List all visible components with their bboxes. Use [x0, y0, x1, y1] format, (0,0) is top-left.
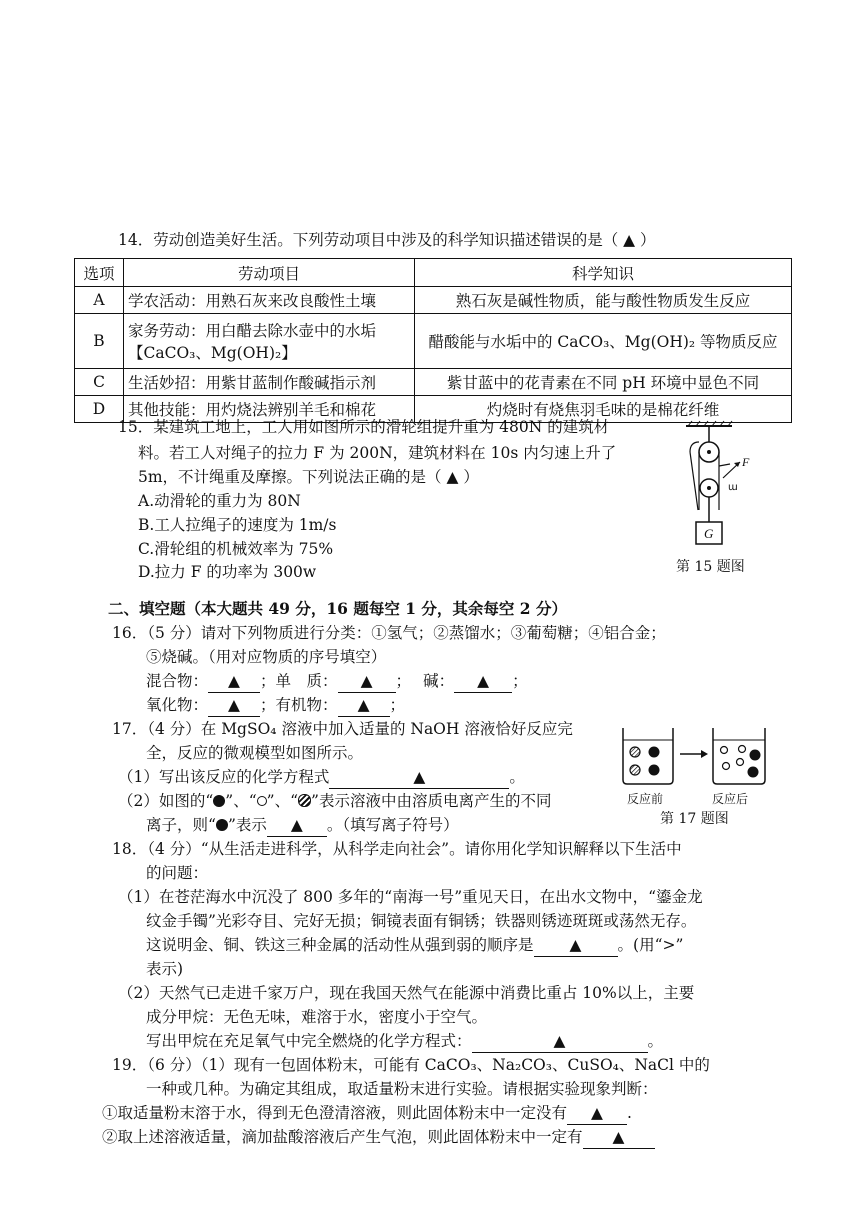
section-heading: 二、填空题（本大题共 49 分，16 题每空 1 分，其余每空 2 分）: [108, 599, 567, 618]
answer-blank[interactable]: ▲: [534, 934, 618, 957]
q17-sub2-text: ”表示溶液中由溶质电离产生的不同: [311, 792, 552, 810]
q15-option-a: A.动滑轮的重力为 80N: [138, 492, 301, 510]
organic-label: 有机物：: [275, 696, 338, 714]
q14-table: [74, 258, 792, 423]
table-row: [75, 314, 792, 369]
q17-line1: 17．（4 分）在 MgSO₄ 溶液中加入适量的 NaOH 溶液恰好反应完: [112, 720, 573, 738]
table-header-row: [75, 259, 792, 287]
row-work: 其他技能：用灼烧法辨别羊毛和棉花: [124, 396, 415, 423]
q14-stem: 14．劳动创造美好生活。下列劳动项目中涉及的科学知识描述错误的是（ ▲ ）: [118, 231, 656, 249]
header-work: 劳动项目: [124, 259, 415, 287]
q15-line2: 料。若工人对绳子的拉力 F 为 200N，建筑材料在 10s 内匀速上升了: [138, 444, 617, 462]
answer-blank[interactable]: ▲: [583, 1126, 655, 1149]
q17-sub2-text: （2）如图的“: [118, 792, 214, 810]
q18-p1-line4: 表示): [146, 960, 184, 978]
q17-figure-caption: 第 17 题图: [660, 811, 729, 827]
q16-line2: ⑤烧碱。（用对应物质的序号填空）: [146, 648, 387, 666]
table-row: [75, 287, 792, 314]
q15-figure-caption: 第 15 题图: [676, 559, 745, 575]
q18-line1: 18．（4 分）“从生活走进科学，从科学走向社会”。请你用化学知识解释以下生活中: [112, 840, 682, 858]
period: .: [627, 1104, 632, 1122]
answer-blank[interactable]: ▲: [338, 670, 396, 693]
q17-sub2-text: ”表示: [227, 816, 267, 834]
q15-line1: 15．某建筑工地上，工人用如图所示的滑轮组提升重为 480N 的建筑材: [118, 418, 610, 436]
q19-step2: [102, 1126, 655, 1149]
force-label: F: [742, 455, 750, 469]
q17-sub1-text: （1）写出该反应的化学方程式: [118, 768, 330, 786]
row-work-multiline: [124, 314, 415, 369]
q18-p1-line2: 纹金手镯”光彩夺目、完好无损；铜镜表面有铜锈；铁器则锈迹斑斑或荡然无存。: [146, 912, 697, 930]
row-work: 学农活动：用熟石灰来改良酸性土壤: [124, 287, 415, 314]
q18-p1-line3: [146, 934, 683, 957]
q16-line1: 16．（5 分）请对下列物质进行分类：①氢气；②蒸馏水；③葡萄糖；④铝合金；: [112, 624, 666, 642]
mixture-label: 混合物：: [146, 672, 209, 690]
svg-text:ա: ա: [728, 482, 738, 493]
row-science: 熟石灰是碱性物质，能与酸性物质发生反应: [415, 287, 792, 314]
pulley-figure: [668, 418, 778, 558]
answer-blank[interactable]: ▲: [208, 694, 260, 717]
answer-blank[interactable]: ▲: [472, 1030, 648, 1053]
q17-sub2-text: ”、“: [225, 792, 257, 810]
answer-blank[interactable]: ▲: [567, 1102, 627, 1125]
q18-text: 这说明金、铜、铁这三种金属的活动性从强到弱的顺序是: [146, 936, 534, 954]
row-option: A: [75, 287, 124, 314]
header-science: 科学知识: [415, 259, 792, 287]
oxide-label: 氧化物：: [146, 696, 209, 714]
row-work: 家务劳动：用白醋去除水壶中的水垢: [128, 322, 377, 340]
table-row: [75, 369, 792, 396]
black-dot-icon: [216, 819, 228, 831]
q19-step1: [102, 1102, 632, 1125]
q17-sub2: [118, 790, 551, 812]
row-option: B: [75, 314, 124, 369]
q15-option-b: B.工人拉绳子的速度为 1m/s: [138, 516, 337, 534]
reaction-figure: [618, 722, 778, 786]
q19-line1: 19．（6 分）（1）现有一包固体粉末，可能有 CaCO₃、Na₂CO₃、CuSO₄、NaCl 中的: [112, 1056, 710, 1074]
q17-sub2-text: ”、“: [266, 792, 299, 810]
q18-p2-line1: （2）天然气已走进千家万户，现在我国天然气在能源中消费比重占 10%以上，主要: [118, 984, 695, 1002]
white-dot-icon: [257, 796, 267, 806]
q18-p2-line2: 成分甲烷：无色无味，难溶于水，密度小于空气。: [146, 1008, 488, 1026]
q16-row1: 混合物： ▲ ；单 质： ▲ ； 碱： ▲ ；: [146, 670, 528, 693]
period: 。: [647, 1032, 664, 1050]
answer-blank[interactable]: ▲: [338, 694, 390, 717]
row-option: C: [75, 369, 124, 396]
q18-p1-line1: （1）在苍茫海水中沉没了 800 多年的“南海一号”重见天日，在出水文物中，“鎏金龙: [118, 888, 703, 906]
q17-sub1: [118, 766, 525, 789]
q19-text: ②取上述溶液适量，滴加盐酸溶液后产生气泡，则此固体粉末中一定有: [102, 1128, 583, 1146]
q15-line3: 5m，不计绳重及摩擦。下列说法正确的是（ ▲ ）: [138, 468, 479, 486]
q17-sub2-text: 离子，则“: [146, 816, 216, 834]
period: 。: [509, 768, 525, 786]
q15-option-d: D.拉力 F 的功率为 300w: [138, 563, 317, 581]
hatched-dot-icon: [298, 794, 311, 807]
before-label: 反应前: [627, 792, 664, 806]
q19-text: ①取适量粉末溶于水，得到无色澄清溶液，则此固体粉末中一定没有: [102, 1104, 568, 1122]
black-dot-icon: [213, 795, 225, 807]
base-label: 碱：: [423, 672, 455, 690]
row-science: 醋酸能与水垢中的 CaCO₃、Mg(OH)₂ 等物质反应: [415, 314, 792, 369]
row-work: 生活妙招：用紫甘蓝制作酸碱指示剂: [124, 369, 415, 396]
q18-p2-line3: [146, 1030, 663, 1053]
q18-text: 。(用“>”: [617, 936, 684, 954]
q15-option-c: C.滑轮组的机械效率为 75%: [138, 540, 334, 558]
q16-row2: 氧化物： ▲ ；有机物： ▲ ；: [146, 694, 405, 717]
row-science: 紫甘蓝中的花青素在不同 pH 环境中显色不同: [415, 369, 792, 396]
q17-line2: 全，反应的微观模型如图所示。: [146, 744, 364, 762]
q18-line2: 的问题：: [146, 864, 209, 882]
q17-sub2-text: 。（填写离子符号）: [326, 816, 459, 834]
answer-blank[interactable]: ▲: [329, 766, 509, 789]
q18-text: 写出甲烷在充足氧气中完全燃烧的化学方程式：: [146, 1032, 472, 1050]
answer-blank[interactable]: ▲: [267, 814, 327, 837]
answer-blank[interactable]: ▲: [454, 670, 512, 693]
q17-sub2-line2: [146, 814, 459, 837]
q19-line2: 一种或几种。为确定其组成，取适量粉末进行实验。请根据实验现象判断：: [146, 1080, 658, 1098]
after-label: 反应后: [712, 792, 749, 806]
row-work-formula: 【CaCO₃、Mg(OH)₂】: [128, 344, 297, 362]
header-option: 选项: [75, 259, 124, 287]
row-option: D: [75, 396, 124, 423]
answer-blank[interactable]: ▲: [208, 670, 260, 693]
weight-label: G: [704, 526, 714, 541]
element-label: 单 质：: [275, 672, 338, 690]
row-science: 灼烧时有烧焦羽毛味的是棉花纤维: [415, 396, 792, 423]
